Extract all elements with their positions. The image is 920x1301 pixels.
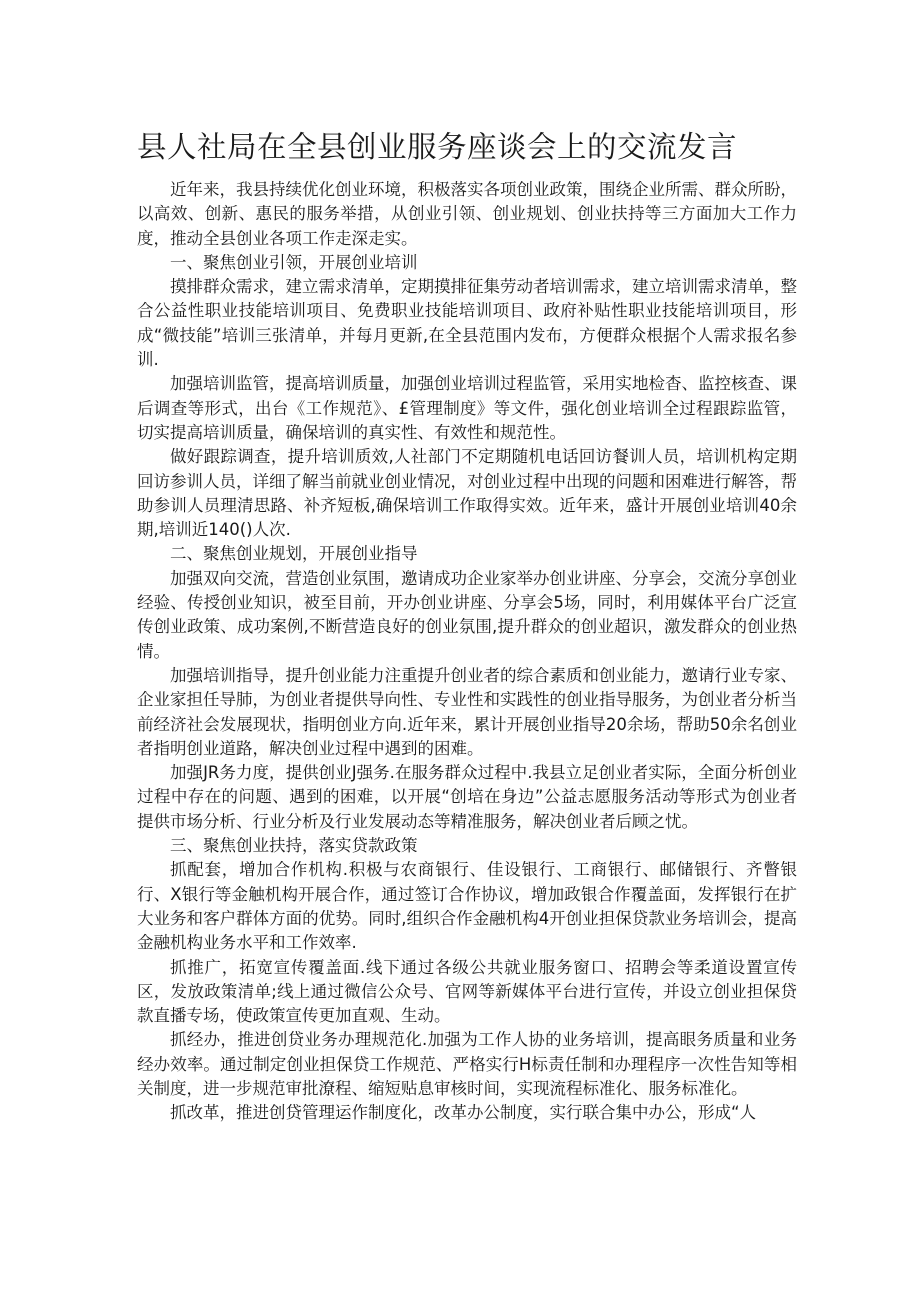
body-paragraph: 摸排群众需求，建立需求清单，定期摸排征集劳动者培训需求，建立培训需求清单，整合公益性职业技能培训项目、免费职业技能培训项目、政府补贴性职业技能培训项目，形成“微技能”培训三张清单，并每月更新,在全县范围内发布，方便群众根据个人需求报名参训.	[137, 277, 797, 370]
document-body	[137, 178, 797, 1126]
section-heading-3: 三、聚焦创业扶持，落实贷款政策	[170, 836, 418, 856]
body-paragraph: 加强培训指导，提升创业能力注重提升创业者的综合素质和创业能力，邀请行业专家、企业家担任导肺，为创业者提供导向性、专业性和实践性的创业指导服务，为创业者分析当前经济社会发展现状，指明创业方向.近年来，累计开展创业指导20余场，帮助50余名创业者指明创业道路，解决创业过程中遇到的困难。	[137, 665, 797, 758]
body-paragraph: 加强培训监管，提高培训质量，加强创业培训过程监管，采用实地检杳、监控核查、课后调查等形式，出台《工作规范》、£管理制度》等文件，强化创业培训全过程跟踪监管，切实提高培训质量，确保培训的真实性、有效性和规范性。	[137, 374, 797, 442]
body-paragraph: 加强JR务力度，提供创业J强务.在服务群众过程中.我县立足创业者实际，全面分析创业过程中存在的问题、遇到的困难，以开展“创培在身边”公益志愿服务活动等形式为创业者提供市场分析、行业分析及行业发展动态等精准服务，解决创业者后顾之忧。	[137, 763, 797, 831]
intro-paragraph: 近年来，我县持续优化创业环境，积极落实各项创业政策，围绕企业所需、群众所盼，以高效、创新、惠民的服务举措，从创业引领、创业规划、创业扶持等三方面加大工作力度，推动全县创业各项工作走深走实。	[137, 180, 797, 248]
body-paragraph: 抓经办，推进创贷业务办理规范化.加强为工作人协的业务培训，提高眼务质量和业务经办效率。通过制定创业担保贷工作规范、严格实行H标责任制和办理程序一次性告知等相关制度，进一步规范审批潦程、缩短贴息审核时间，实现流程标准化、服务标准化。	[137, 1030, 797, 1098]
body-paragraph: 加强双向交流，营造创业氛围，邀请成功企业家举办创业讲座、分享会，交流分享创业经验、传授创业知识，被至目前，开办创业讲座、分享会5场，同时，利用媒体平台广泛宣传创业政策、成功案例,不断营造良好的创业氛围,提升群众的创业超识，激发群众的创业热情。	[137, 568, 797, 661]
body-paragraph: 抓配套，增加合作机构.积极与农商银行、佳设银行、工商银行、邮储银行、齐瞥银行、X银行等金触机构开展合作，通过签订合作协议，增加政银合作覆盖面，发挥银行在扩大业务和客户群体方面的优势。同时,组织合作金融机构4开创业担保贷款业务培训会，提高金融机构业务水平和工作效率.	[137, 860, 797, 953]
section-heading-2: 二、聚焦创业规划，开展创业指导	[170, 544, 418, 564]
section-heading-1: 一、聚焦创业引领，开展创业培训	[170, 252, 418, 272]
body-paragraph: 做好跟踪调查，提升培训质效,人社部门不定期随机电话回访餐训人员，培训机构定期回访参训人员，详细了解当前就业创业情况，对创业过程中出现的问题和困难进行解答，帮助参训人员理清思路、补齐短板,确保培训工作取得实效。近年来，盛计开展创业培训40余期,培训近140()人次.	[137, 447, 797, 540]
document-title: 县人社局在全县创业服务座谈会上的交流发言	[137, 130, 738, 164]
body-paragraph: 抓推广，拓宽宣传覆盖面.线下通过各级公共就业服务窗口、招聘会等柔道设置宣传区，发放政策清单;线上通过微信公众号、官网等新媒体平台进行宣传，并设立创业担保贷款直播专场，使政策宣传更加直观、生动。	[137, 957, 797, 1026]
body-paragraph: 抓改革，推进创贷管理运作制度化，改革办公制度，实行联合集中办公，形成“人	[170, 1103, 757, 1123]
